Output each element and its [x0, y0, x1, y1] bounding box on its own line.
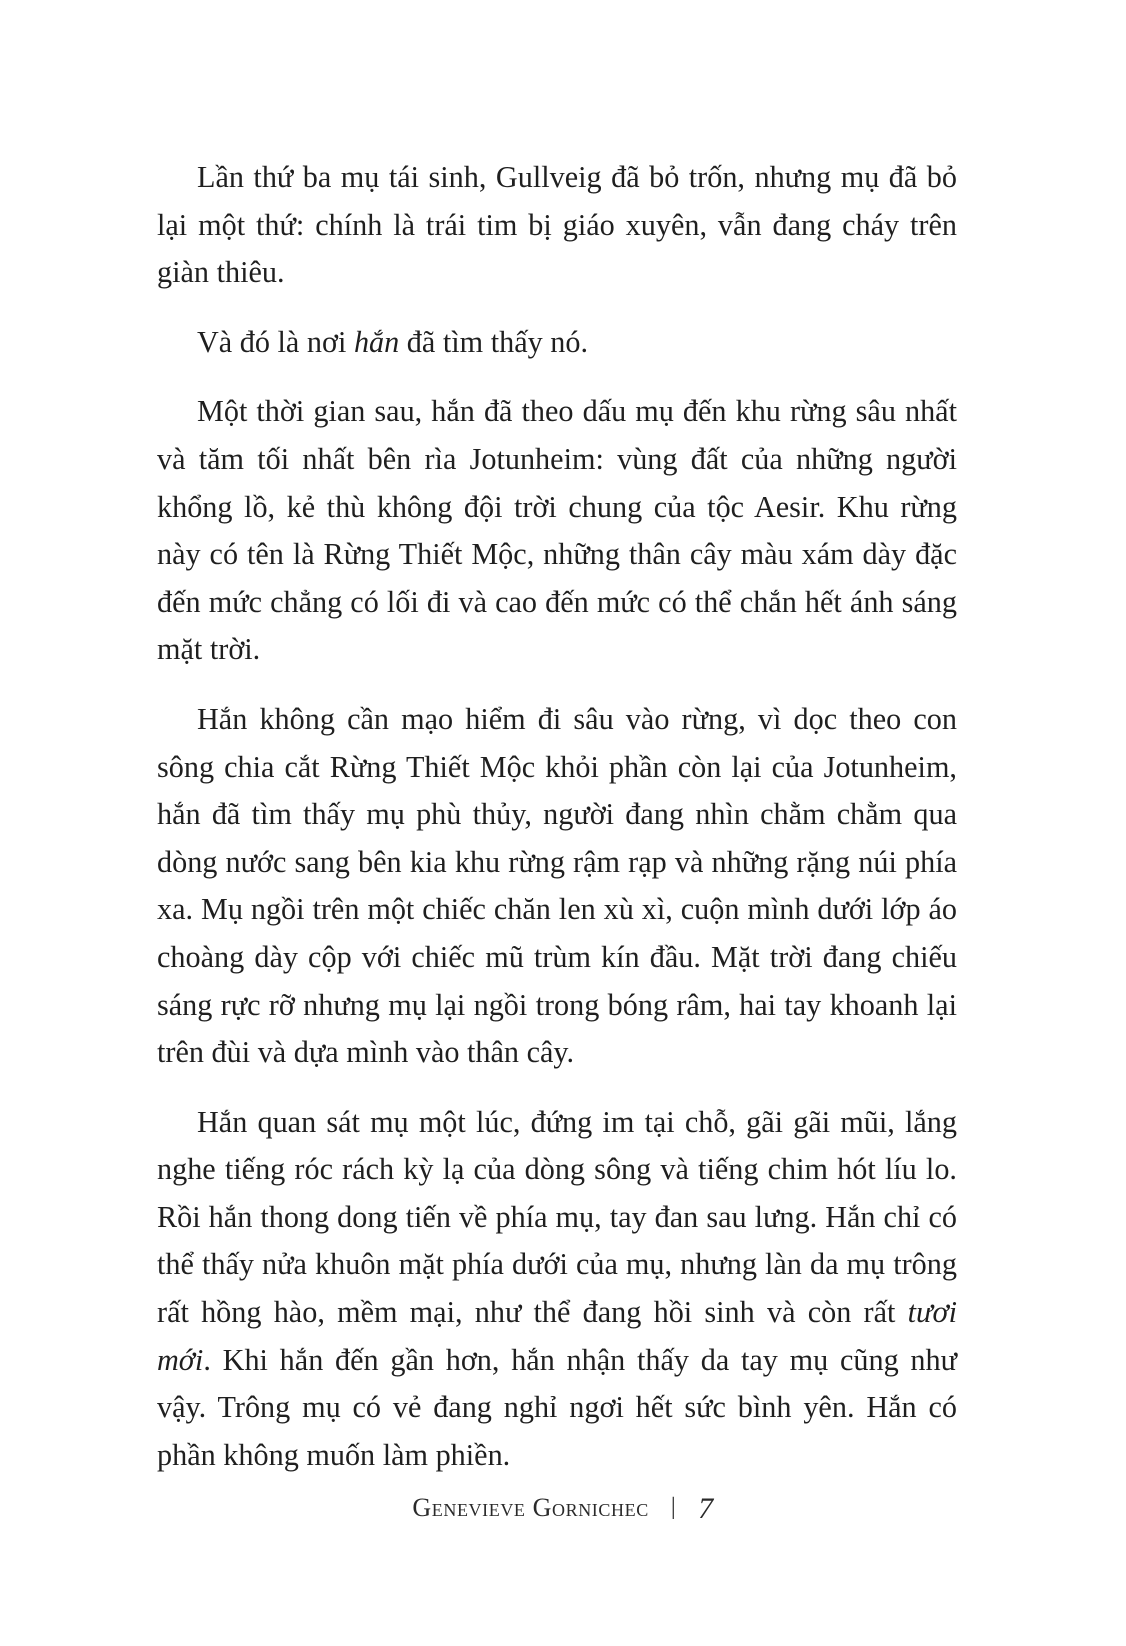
paragraph-4 — [157, 696, 957, 1077]
paragraph-3-text: Một thời gian sau, hắn đã theo dấu mụ đến khu rừng sâu nhất và tăm tối nhất bên rìa Jotunheim: vùng đất của những người khổng lồ, kẻ thù không đội trời chung của tộc Aesir. Khu rừng này có tên là Rừng Thiết Mộc, những thân cây màu xám dày đặc đến mức chẳng có lối đi và cao đến mức có thể chắn hết ánh sáng mặt trời. — [157, 394, 957, 667]
paragraph-2 — [157, 319, 957, 367]
paragraph-5-text-end: . Khi hắn đến gần hơn, hắn nhận thấy da tay mụ cũng như vậy. Trông mụ có vẻ đang nghỉ ngơi hết sức bình yên. Hắn có phần không muốn làm phiền. — [157, 1342, 957, 1472]
paragraph-5-text-start: Hắn quan sát mụ một lúc, đứng im tại chỗ, gãi gãi mũi, lắng nghe tiếng róc rách kỳ lạ của dòng sông và tiếng chim hót líu lo. Rồi hắn thong dong tiến về phía mụ, tay đan sau lưng. Hắn chỉ có thể thấy nửa khuôn mặt phía dưới của mụ, nhưng làn da mụ trông rất hồng hào, mềm mại, như thể đang hồi sinh và còn rất — [157, 1104, 957, 1330]
paragraph-4-text: Hắn không cần mạo hiểm đi sâu vào rừng, vì dọc theo con sông chia cắt Rừng Thiết Mộc khỏi phần còn lại của Jotunheim, hắn đã tìm thấy mụ phù thủy, người đang nhìn chằm chằm qua dòng nước sang bên kia khu rừng rậm rạp và những rặng núi phía xa. Mụ ngồi trên một chiếc chăn len xù xì, cuộn mình dưới lớp áo choàng dày cộp với chiếc mũ trùm kín đầu. Mặt trời đang chiếu sáng rực rỡ nhưng mụ lại ngồi trong bóng râm, hai tay khoanh lại trên đùi và dựa mình vào thân cây. — [157, 701, 957, 1070]
footer-author: Genevieve Gornichec — [412, 1493, 649, 1522]
paragraph-5-italic-phrase: tươi mới — [157, 1295, 957, 1377]
page-number: 7 — [698, 1492, 714, 1525]
paragraph-1 — [157, 154, 957, 297]
paragraph-2-text-end: đã tìm thấy nó. — [399, 324, 589, 359]
paragraph-2-text-start: Và đó là nơi — [197, 324, 354, 359]
paragraph-2-italic-word: hắn — [353, 324, 400, 359]
paragraph-3 — [157, 388, 957, 674]
footer-separator: | — [670, 1494, 677, 1520]
page-footer — [0, 1492, 1126, 1526]
paragraph-1-text: Lần thứ ba mụ tái sinh, Gullveig đã bỏ trốn, nhưng mụ đã bỏ lại một thứ: chính là trái tim bị giáo xuyên, vẫn đang cháy trên giàn thiêu. — [157, 160, 957, 290]
paragraph-5 — [157, 1099, 957, 1480]
body-text — [157, 154, 957, 1501]
